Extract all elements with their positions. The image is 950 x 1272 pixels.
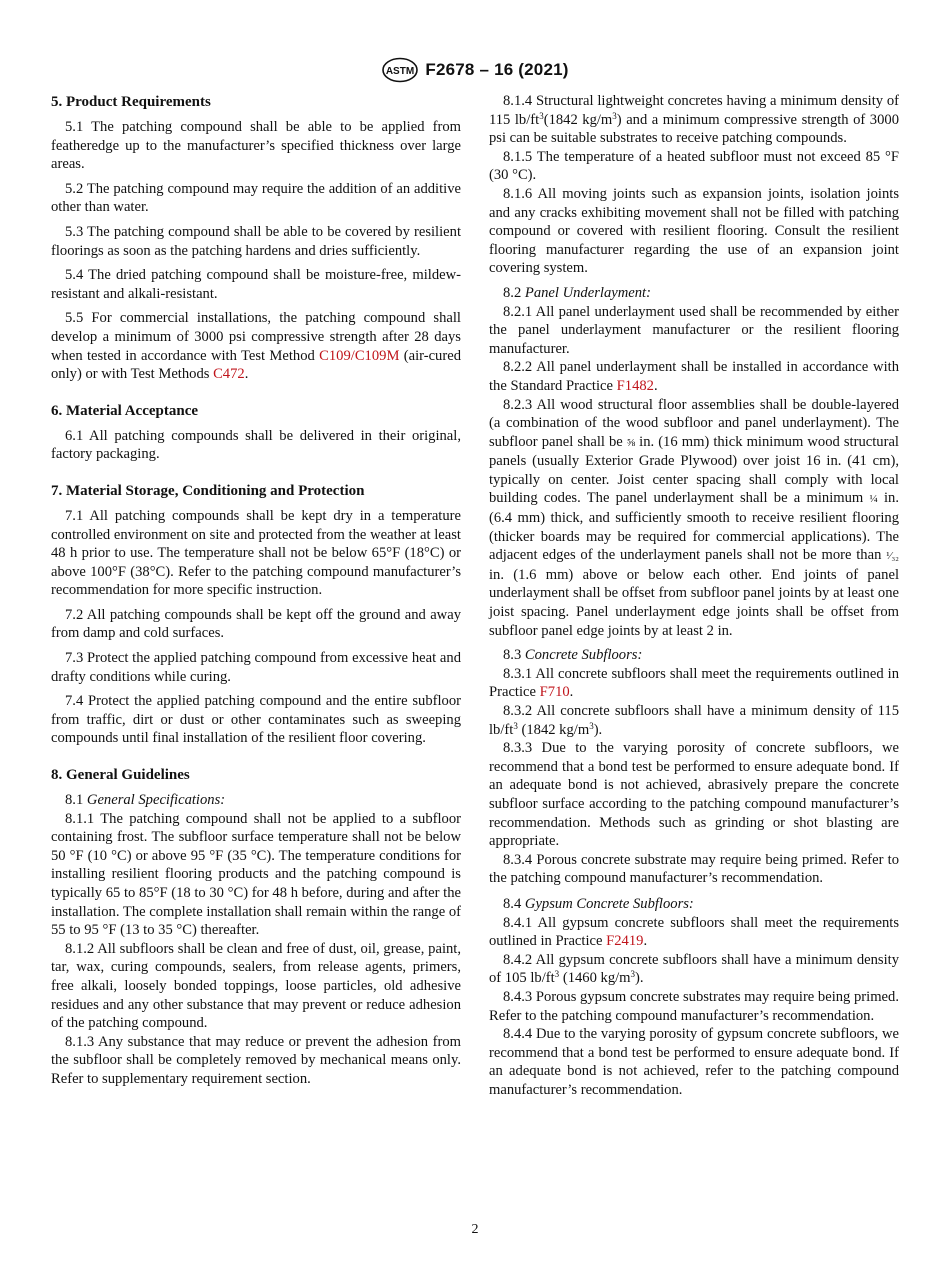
paragraph-7-3: 7.3 Protect the applied patching compound from excessive heat and drafty conditions while curing. — [51, 650, 461, 685]
link-c472[interactable]: C472 — [213, 366, 245, 383]
paragraph-8-1-4: 8.1.4 Structural lightweight concretes having a minimum density of 115 $lb/ft^3(1842$ $kg/m^3$) and a minimum compressive strength of 3000 psi can be suitable substrates to receive patching compounds. — [489, 93, 899, 147]
paragraph-8-4: 8.4 Gypsum Concrete Subfloors: — [503, 895, 694, 912]
paragraph-8-2-3: 8.2.3 All wood structural floor assemblies shall be double-layered (a combination of the wood subfloor and panel underlayment). The subfloor panel shall be ⅝ in. (16 mm) thick minimum wood structural panels (usually Exterior Grade Plywood) over joist 16 in. (41 cm), typically on center. Joist center spacing shall comply with local building codes. The panel underlayment shall be a minimum ¼ in. (6.4 mm) thick, and sufficiently smooth to receive resilient flooring (thicker boards may be required for commercial applications). The adjacent edges of the underlayment panels shall not be more than ¹⁄₃₂ in. (1.6 mm) above or below each other. End joints of panel underlayment shall be offset from subfloor panel joints by at least one joist spacing. Panel underlayment edge joints shall be offset from subfloor panel edge joints by at least 2 in. — [489, 396, 899, 639]
paragraph-6-1: 6.1 All patching compounds shall be delivered in their original, factory packaging. — [51, 427, 461, 463]
paragraph-8-1-1: 8.1.1 The patching compound shall not be applied to a subfloor containing frost. The subfloor surface temperature shall not be below 50 °F (10 °C) or above 95 °F (35 °C). The temperature conditions for installing resilient flooring products and the patching compound is typically 65 to 85°F (18 to 30 °C) for 48 h before, during and after the installation. The complete installation shall remain within the range of 55 to 95 °F (13 to 35 °C) thereafter. — [51, 810, 461, 939]
paragraph-8-2-1: 8.2.1 All panel underlayment used shall be recommended by either the panel underlayment manufacturer or the resilient flooring manufacturer. — [489, 303, 899, 357]
paragraph-8-4-2: 8.4.2 All gypsum concrete subfloors shall have a minimum density of 105 $lb/ft^3$ (1460 $kg/m^3$). — [489, 951, 899, 987]
document-designation: F2678 – 16 (2021) — [425, 60, 569, 79]
paragraph-8-1-5: 8.1.5 The temperature of a heated subfloor must not exceed 85 °F (30 °C). — [489, 148, 899, 184]
page-header — [0, 57, 950, 83]
link-f2419[interactable]: F2419 — [606, 933, 644, 950]
left-column — [51, 92, 461, 1089]
astm-logo — [381, 57, 419, 83]
paragraph-8-1-6: 8.1.6 All moving joints such as expansion joints, isolation joints and any cracks exhibiting movement shall not be filled with patching compound or covered with resilient flooring. Consult the resilient flooring manufacturer regarding the use of an expansion joint covering system. — [489, 185, 899, 277]
section-7-heading: 7. Material Storage, Conditioning and Protection — [51, 482, 365, 499]
paragraph-8-3-1: 8.3.1 All concrete subfloors shall meet the requirements outlined in Practice F710. — [489, 665, 899, 701]
paragraph-5-5: 5.5 For commercial installations, the patching compound shall develop a minimum of 3000 psi compressive strength after 28 days when tested in accordance with Test Method C109/C109M (air-cured only) or with Test Methods C472. — [51, 310, 461, 383]
paragraph-7-2: 7.2 All patching compounds shall be kept off the ground and away from damp and cold surfaces. — [51, 606, 461, 642]
paragraph-8-4-3: 8.4.3 Porous gypsum concrete substrates may require being primed. Refer to the patching compound manufacturer’s recommendation. — [489, 988, 899, 1024]
paragraph-8-1-3: 8.1.3 Any substance that may reduce or prevent the adhesion from the subfloor shall be completely removed by mechanical means only. Refer to supplementary requirement section. — [51, 1033, 461, 1087]
paragraph-5-1: 5.1 The patching compound shall be able to be applied from featheredge up to the manufacturer’s specified thickness over large areas. — [51, 119, 461, 173]
paragraph-8-3-3: 8.3.3 Due to the varying porosity of concrete subfloors, we recommend that a bond test be performed to ensure adequate bond. If an adequate bond is not achieved, abrasively prepare the concrete subfloor surface according to the patching compound manufacturer’s recommendation. Methods such as grinding or shot blasting are appropriate. — [489, 740, 899, 850]
paragraph-8-3-4: 8.3.4 Porous concrete substrate may require being primed. Refer to the patching compound manufacturer’s recommendation. — [489, 851, 899, 887]
section-5-heading: 5. Product Requirements — [51, 94, 211, 110]
paragraph-8-1: 8.1 General Specifications: — [65, 792, 226, 809]
paragraph-8-2: 8.2 Panel Underlayment: — [503, 284, 651, 301]
section-8-heading: 8. General Guidelines — [51, 767, 190, 784]
paragraph-5-3: 5.3 The patching compound shall be able to be covered by resilient floorings as soon as the patching hardens and dries sufficiently. — [51, 223, 461, 259]
section-6-heading: 6. Material Acceptance — [51, 402, 199, 419]
paragraph-8-1-2: 8.1.2 All subfloors shall be clean and free of dust, oil, grease, paint, tar, wax, curing compounds, sealers, from release agents, primers, free alkali, loosely bonded toppings, loose particles, old adhesive residues and any other substance that may prevent or reduce adhesion of the patching compound. — [51, 940, 461, 1032]
paragraph-8-2-2: 8.2.2 All panel underlayment shall be installed in accordance with the Standard Practice F1482. — [489, 359, 899, 394]
link-c109[interactable]: C109/C109M — [319, 347, 400, 364]
page-number: 2 — [471, 1222, 479, 1237]
right-column — [489, 92, 899, 1099]
paragraph-8-3-2: 8.3.2 All concrete subfloors shall have a minimum density of 115 $lb/ft^3$ (1842 $kg/m^3$). — [489, 703, 899, 738]
link-f1482[interactable]: F1482 — [616, 377, 654, 394]
paragraph-8-4-1: 8.4.1 All gypsum concrete subfloors shall meet the requirements outlined in Practice F2419. — [489, 914, 899, 950]
paragraph-8-3: 8.3 Concrete Subfloors: — [503, 647, 643, 664]
paragraph-5-2: 5.2 The patching compound may require the addition of an additive other than water. — [51, 180, 461, 216]
paragraph-7-1: 7.1 All patching compounds shall be kept dry in a temperature controlled environment on site and protected from the weather at least 48 h prior to use. The temperature shall not be below 65°F (18°C) or above 100°F (38°C). Refer to the patching compound manufacturer’s recommendation for more specific instruction. — [51, 507, 461, 599]
astm-logo-text: ASTM — [386, 66, 415, 77]
paragraph-5-4: 5.4 The dried patching compound shall be moisture-free, mildew-resistant and alkali-resistant. — [51, 267, 461, 302]
link-f710[interactable]: F710 — [539, 684, 570, 701]
paragraph-7-4: 7.4 Protect the applied patching compound and the entire subfloor from traffic, dirt or dust or other contaminates such as sweeping compounds until final installation of the resilient floor covering. — [51, 693, 461, 747]
paragraph-8-4-4: 8.4.4 Due to the varying porosity of gypsum concrete subfloors, we recommend that a bond test be performed to ensure adequate bond. If an adequate bond is not achieved, refer to the patching compound manufacturer’s recommendation. — [489, 1026, 899, 1098]
